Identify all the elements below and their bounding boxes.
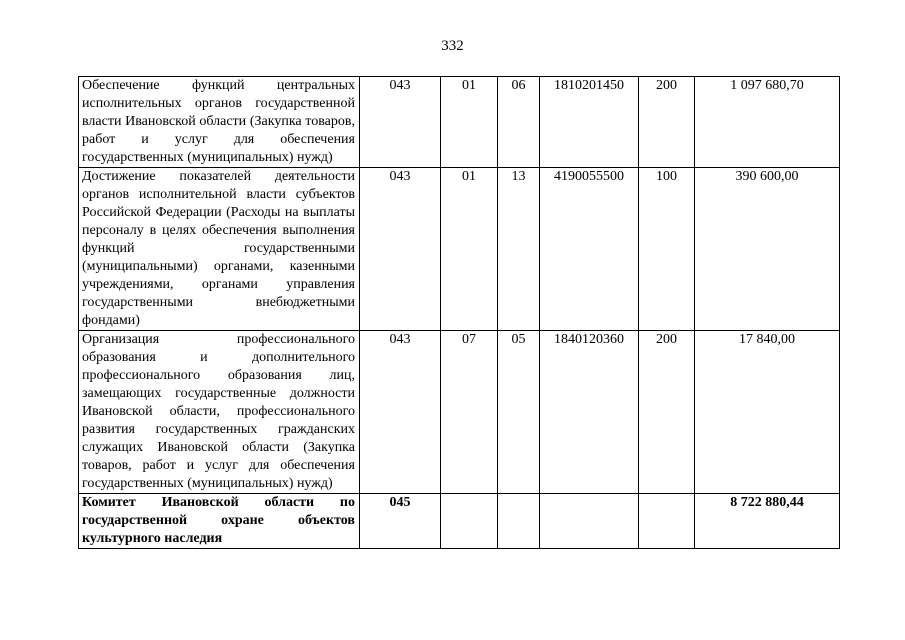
subsection-code: 05 (498, 331, 540, 494)
expense-type-code: 100 (639, 168, 695, 331)
subsection-code: 06 (498, 77, 540, 168)
expense-type-code (639, 494, 695, 549)
amount: 8 722 880,44 (695, 494, 840, 549)
target-article-code (540, 494, 639, 549)
subsection-code (498, 494, 540, 549)
section-code: 01 (441, 77, 498, 168)
target-article-code: 1840120360 (540, 331, 639, 494)
section-code (441, 494, 498, 549)
row-description: Комитет Ивановской области по государственной охране объектов культурного наследия (79, 494, 360, 549)
ministry-code: 043 (360, 168, 441, 331)
section-code: 07 (441, 331, 498, 494)
budget-table (78, 76, 840, 549)
target-article-code: 1810201450 (540, 77, 639, 168)
table-row (79, 331, 840, 494)
row-description: Обеспечение функций центральных исполнительных органов государственной власти Ивановской области (Закупка товаров, работ и услуг для обеспечения государственных (муниципальных) нужд) (79, 77, 360, 168)
target-article-code: 4190055500 (540, 168, 639, 331)
subsection-code: 13 (498, 168, 540, 331)
ministry-code: 043 (360, 331, 441, 494)
row-description: Организация профессионального образования и дополнительного профессионального образования лиц, замещающих государственные должности Ивановской области, профессионального развития государственных гражданских служащих Ивановской области (Закупка товаров, работ и услуг для обеспечения государственных (муниципальных) нужд) (79, 331, 360, 494)
row-description: Достижение показателей деятельности органов исполнительной власти субъектов Российской Федерации (Расходы на выплаты персоналу в целях обеспечения выполнения функций государственными (муниципальными) органами, казенными учреждениями, органами управления государственными внебюджетными фондами) (79, 168, 360, 331)
ministry-code: 045 (360, 494, 441, 549)
section-code: 01 (441, 168, 498, 331)
budget-table-body (79, 77, 840, 549)
amount: 390 600,00 (695, 168, 840, 331)
amount: 17 840,00 (695, 331, 840, 494)
ministry-code: 043 (360, 77, 441, 168)
table-row (79, 168, 840, 331)
expense-type-code: 200 (639, 331, 695, 494)
expense-type-code: 200 (639, 77, 695, 168)
table-row-total (79, 494, 840, 549)
page-number: 332 (441, 38, 464, 54)
table-row (79, 77, 840, 168)
amount: 1 097 680,70 (695, 77, 840, 168)
